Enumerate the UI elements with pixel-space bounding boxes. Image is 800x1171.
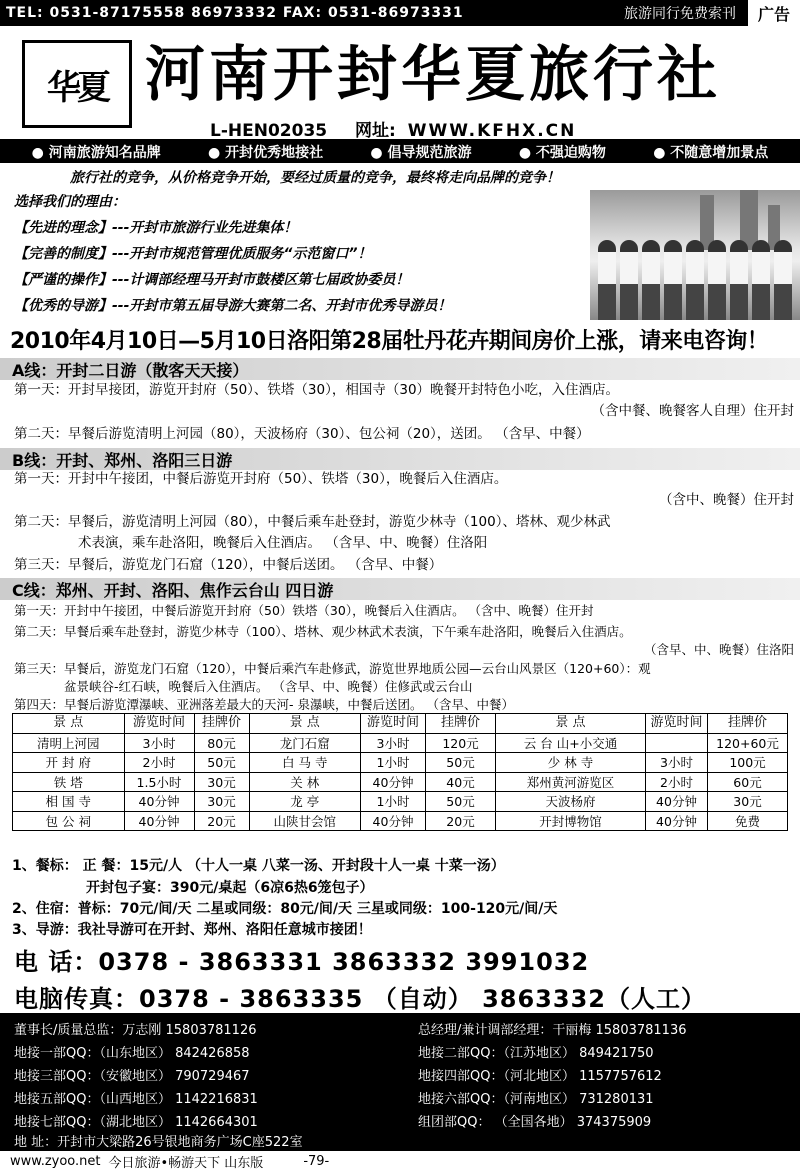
table-row: [13, 772, 788, 792]
hotel-note: 2、住宿：普标：70元/间/天 二星或同级：80元/间/天 三星或同级：100-120元/间/天: [12, 901, 558, 917]
table-cell: 清明上河园: [13, 733, 125, 753]
contact-qq-dept2: 地接二部QQ：（江苏地区） 849421750: [418, 1046, 654, 1061]
route-c-title: C线：郑州、开封、洛阳、焦作云台山 四日游: [0, 578, 800, 600]
table-cell: 40分钟: [124, 792, 194, 812]
table-cell: 3小时: [646, 753, 708, 773]
table-cell: 3小时: [361, 733, 426, 753]
route-c-day4: 第四天：早餐后游览潭瀑峡、亚洲落差最大的天河- 泉瀑峡，中餐后送团。 （含早、中餐）: [14, 697, 514, 712]
reason-item: 【先进的理念】---开封市旅游行业先进集体！: [14, 220, 298, 236]
table-cell: 30元: [194, 772, 249, 792]
route-a-day1-meals: （含中餐、晚餐客人自理）住开封: [591, 403, 794, 419]
slogan-bar: [0, 141, 800, 163]
table-row: [13, 753, 788, 773]
table-cell: 120+60元: [708, 733, 788, 753]
table-header: 景 点: [496, 714, 646, 734]
table-cell: 40分钟: [361, 772, 426, 792]
agency-logo: 华夏: [22, 40, 132, 128]
attraction-price-table: [12, 713, 788, 831]
table-header: 景 点: [249, 714, 361, 734]
footer-site[interactable]: www.zyoo.net: [10, 1153, 101, 1169]
reason-item: 【优秀的导游】---开封市第五届导游大赛第二名、开封市优秀导游员！: [14, 298, 452, 314]
table-row: [13, 733, 788, 753]
reason-item: 【完善的制度】---开封市规范管理优质服务“示范窗口”！: [14, 246, 372, 262]
page-footer: [0, 1150, 800, 1171]
table-cell: 50元: [426, 753, 496, 773]
table-cell: 2小时: [124, 753, 194, 773]
table-cell: 40分钟: [646, 811, 708, 831]
table-cell: 40元: [426, 772, 496, 792]
meal-note: 1、餐标： 正 餐：15元/人 （十人一桌 八菜一汤、开封段十人一桌 十菜一汤）: [12, 858, 505, 874]
table-row: [13, 792, 788, 812]
table-cell: 相 国 寺: [13, 792, 125, 812]
route-c-day1: 第一天：开封中午接团，中餐后游览开封府（50）铁塔（30），晚餐后入住酒店。 （含中、晚餐）住开封: [14, 603, 594, 618]
table-cell: 40分钟: [124, 811, 194, 831]
table-cell: 120元: [426, 733, 496, 753]
route-c-day3: 第三天：早餐后，游览龙门石窟（120），中餐后乘汽车赴修武，游览世界地质公园—云台山风景区（120+60）：观: [14, 661, 651, 676]
slogan-item: ● 不随意增加景点: [653, 145, 769, 161]
table-cell: 龙门石窟: [249, 733, 361, 753]
telephone-numbers: 电 话：0378 - 3863331 3863332 3991032: [14, 948, 590, 976]
slogan-item: ● 倡导规范旅游: [370, 145, 472, 161]
slogan-item: ● 不强迫购物: [518, 145, 606, 161]
table-cell: 白 马 寺: [249, 753, 361, 773]
contact-directory: [0, 1013, 800, 1150]
contact-qq-dept6: 地接六部QQ：（河南地区） 731280131: [418, 1092, 654, 1107]
table-cell: 1小时: [361, 753, 426, 773]
table-cell: 40分钟: [646, 792, 708, 812]
catalog-note: 旅游同行免费索刊: [624, 6, 736, 22]
route-b-day1-meals: （含中、晚餐）住开封: [659, 492, 794, 508]
footer-slogan: 今日旅游•畅游天下 山东版: [108, 1155, 264, 1171]
route-b-day1: 第一天：开封中午接团，中餐后游览开封府（50）、铁塔（30），晚餐后入住酒店。: [14, 471, 508, 487]
contact-qq-dept5: 地接五部QQ：（山西地区） 1142216831: [14, 1092, 258, 1107]
table-cell: 开 封 府: [13, 753, 125, 773]
slogan-item: ● 河南旅游知名品牌: [31, 145, 161, 161]
table-cell: 80元: [194, 733, 249, 753]
route-a-day1: 第一天：开封早接团，游览开封府（50）、铁塔（30），相国寺（30）晚餐开封特色小吃，入住酒店。: [14, 382, 620, 398]
table-cell: 100元: [708, 753, 788, 773]
table-header: 挂牌价: [426, 714, 496, 734]
reason-item: 【严谨的操作】---计调部经理马开封市鼓楼区第七届政协委员！: [14, 272, 410, 288]
table-cell: 1小时: [361, 792, 426, 812]
contact-tel-fax: TEL: 0531-87175558 86973332 FAX: 0531-86973331: [6, 5, 464, 21]
table-cell: 铁 塔: [13, 772, 125, 792]
license-line: [210, 116, 598, 141]
agency-title: 河南开封华夏旅行社: [145, 40, 721, 110]
table-cell: 50元: [194, 753, 249, 773]
table-cell: [646, 733, 708, 753]
reasons-title: 选择我们的理由：: [14, 194, 126, 210]
website-link[interactable]: WWW.KFHX.CN: [407, 121, 577, 141]
contact-address: 地 址：开封市大梁路26号银地商务广场C座522室: [14, 1135, 303, 1150]
guide-team-photo: [590, 190, 800, 320]
table-cell: 龙 亭: [249, 792, 361, 812]
license-number: L-HEN02035: [210, 121, 328, 141]
ad-label: 广告: [748, 0, 800, 26]
contact-qq-dept4: 地接四部QQ：（河北地区） 1157757612: [418, 1069, 662, 1084]
route-b-title: B线：开封、郑州、洛阳三日游: [0, 448, 800, 470]
route-b-day2-cont: 术表演，乘车赴洛阳，晚餐后入住酒店。 （含早、中、晚餐）住洛阳: [78, 535, 488, 551]
route-a-day2: 第二天：早餐后游览清明上河园（80），天波杨府（30）、包公祠（20），送团。 （含早、中餐）: [14, 426, 590, 442]
table-cell: 20元: [194, 811, 249, 831]
intro-section: [0, 165, 800, 320]
table-cell: 免费: [708, 811, 788, 831]
route-b-day3: 第三天：早餐后，游览龙门石窟（120），中餐后送团。 （含早、中餐）: [14, 557, 443, 573]
peony-festival-banner: 2010年4月10日—5月10日洛阳第28届牡丹花卉期间房价上涨，请来电咨询！: [10, 328, 769, 354]
table-cell: 40分钟: [361, 811, 426, 831]
table-cell: 山陕甘会馆: [249, 811, 361, 831]
table-header: 挂牌价: [194, 714, 249, 734]
table-cell: 60元: [708, 772, 788, 792]
table-cell: 天波杨府: [496, 792, 646, 812]
table-cell: 3小时: [124, 733, 194, 753]
contact-chairman: 董事长/质量总监：万志刚 15803781126: [14, 1023, 257, 1038]
bun-banquet-note: 开封包子宴：390元/桌起（6凉6热6笼包子）: [86, 880, 374, 896]
table-header: 挂牌价: [708, 714, 788, 734]
table-header: 景 点: [13, 714, 125, 734]
table-cell: 30元: [708, 792, 788, 812]
guide-note: 3、导游：我社导游可在开封、郑州、洛阳任意城市接团！: [12, 922, 372, 938]
table-cell: 30元: [194, 792, 249, 812]
route-c-day3-cont: 盆景峡谷-红石峡，晚餐后入住酒店。 （含早、中、晚餐）住修武或云台山: [64, 679, 473, 694]
table-header-row: [13, 714, 788, 734]
table-cell: 郑州黄河游览区: [496, 772, 646, 792]
contact-qq-group: 组团部QQ： （全国各地） 374375909: [418, 1115, 652, 1130]
contact-general-manager: 总经理/兼计调部经理：干丽梅 15803781136: [418, 1023, 687, 1038]
header: [0, 26, 800, 141]
table-cell: 云 台 山+小交通: [496, 733, 646, 753]
table-cell: 2小时: [646, 772, 708, 792]
table-cell: 关 林: [249, 772, 361, 792]
table-cell: 50元: [426, 792, 496, 812]
table-header: 游览时间: [361, 714, 426, 734]
website-label: 网址:: [355, 121, 396, 141]
table-row: [13, 811, 788, 831]
slogan-item: ● 开封优秀地接社: [208, 145, 324, 161]
table-cell: 包 公 祠: [13, 811, 125, 831]
contact-qq-dept1: 地接一部QQ：（山东地区） 842426858: [14, 1046, 250, 1061]
page-number: -79-: [303, 1153, 330, 1169]
route-b-day2: 第二天：早餐后，游览清明上河园（80），中餐后乘车赴登封，游览少林寺（100）、塔林、观少林武: [14, 514, 611, 530]
table-cell: 20元: [426, 811, 496, 831]
route-c-day2-meals: （含早、中、晚餐）住洛阳: [643, 642, 794, 657]
fax-numbers: 电脑传真：0378 - 3863335 （自动） 3863332（人工）: [14, 985, 706, 1013]
table-cell: 1.5小时: [124, 772, 194, 792]
table-header: 游览时间: [646, 714, 708, 734]
table-header: 游览时间: [124, 714, 194, 734]
competition-statement: 旅行社的竞争，从价格竞争开始，要经过质量的竞争，最终将走向品牌的竞争！: [70, 170, 560, 186]
table-cell: 开封博物馆: [496, 811, 646, 831]
route-c-day2: 第二天：早餐后乘车赴登封，游览少林寺（100）、塔林、观少林武术表演，下午乘车赴洛阳，晚餐后入住酒店。: [14, 624, 632, 639]
contact-qq-dept3: 地接三部QQ：（安徽地区） 790729467: [14, 1069, 250, 1084]
contact-qq-dept7: 地接七部QQ：（湖北地区） 1142664301: [14, 1115, 258, 1130]
top-contact-bar: [0, 0, 800, 26]
table-cell: 少 林 寺: [496, 753, 646, 773]
route-a-title: A线：开封二日游（散客天天接）: [0, 358, 800, 380]
